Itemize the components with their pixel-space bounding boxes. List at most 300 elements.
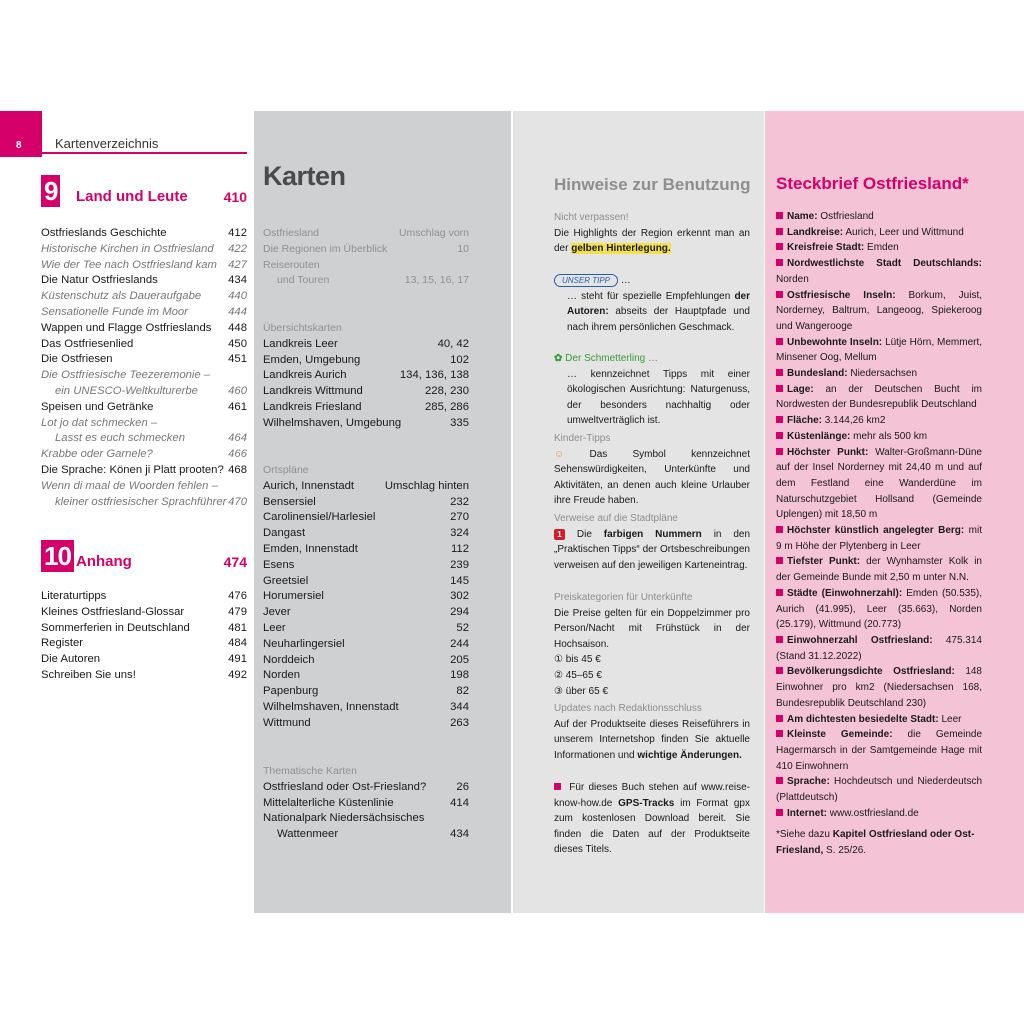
entry-title: Mittelalterliche Küstenlinie (263, 796, 394, 809)
list-item (41, 258, 247, 274)
fact-label: Lage: (787, 383, 814, 395)
list-item (263, 700, 469, 716)
ortsplaene-section (263, 463, 469, 732)
list-item (41, 668, 247, 684)
fact-label: Städte (Einwohnerzahl): (787, 587, 903, 599)
chapter-title: Land und Leute (76, 188, 188, 205)
entry-title: Speisen und Getränke (41, 400, 154, 413)
entry-page: 40, 42 (437, 337, 469, 350)
entry-page: 82 (456, 685, 469, 698)
hint-text: … kennzeichnet Tipps mit einer ökologischen Ausrichtung: Naturgenuss, der besonders nachhaltig oder umweltverträglich ist. (567, 368, 750, 427)
list-item (263, 226, 469, 242)
list-item (41, 289, 247, 305)
chapter-10-heading (41, 540, 247, 572)
fact-text: www.ostfriesland.de (829, 807, 919, 819)
fact-text: mehr als 500 km (853, 430, 928, 442)
entry-title: ein UNESCO-Weltkulturerbe (55, 384, 198, 397)
bullet-square-icon (776, 259, 783, 266)
entry-page: 270 (450, 511, 469, 524)
entry-title: Wappen und Flagge Ostfrieslands (41, 321, 212, 334)
entry-page: 427 (228, 258, 247, 271)
fact-text: 475.314 (Stand 31.12.2022) (776, 634, 982, 662)
list-item (263, 353, 469, 369)
fact-text: Emden (867, 242, 899, 254)
entry-title: Carolinensiel/Harlesiel (263, 511, 376, 524)
list-item (41, 621, 247, 637)
list-item (41, 368, 247, 384)
highlight-example: gelben Hinterlegung. (571, 243, 671, 255)
fact-item (776, 413, 982, 429)
entry-page: 232 (450, 495, 469, 508)
entry-page: 205 (450, 653, 469, 666)
fact-item (776, 727, 982, 774)
entry-page: 460 (228, 384, 247, 397)
hint-nicht-verpassen (554, 210, 750, 257)
fact-item (776, 712, 982, 728)
hint-text: Die Preise gelten für ein Doppelzimmer pro Person/Nacht mit Frühstück in der Hochsaison. (554, 607, 750, 650)
entry-title: Leer (263, 621, 286, 634)
fact-item (776, 806, 982, 822)
chapter-9-heading (41, 175, 247, 207)
list-item (263, 510, 469, 526)
entry-title: Esens (263, 558, 295, 571)
fact-item (776, 429, 982, 445)
bullet-square-icon (776, 730, 783, 737)
hint-preiskategorien (554, 590, 750, 699)
chapter-number: 10 (41, 540, 74, 572)
bullet-square-icon (776, 432, 783, 439)
hint-heading: Kinder-Tipps (554, 433, 611, 444)
fact-label: Küstenlänge: (787, 430, 851, 442)
list-item (263, 368, 469, 384)
hint-text: Für dieses Buch stehen auf www.reise-know-how.de (554, 782, 750, 809)
entry-title: Papenburg (263, 685, 319, 698)
entry-page: 434 (450, 828, 469, 841)
hint-text: Das Symbol kennzeichnet Sehenswürdigkeiten, Unterkünfte und Aktivitäten, an denen auch kleine Urlauber ihre Freude haben. (554, 448, 751, 507)
list-item (263, 337, 469, 353)
fact-item (776, 256, 982, 287)
entry-title: Sensationelle Funde im Moor (41, 305, 188, 318)
bullet-square-icon (776, 243, 783, 250)
entry-title: Das Ostfriesenlied (41, 337, 134, 350)
hint-heading: Verweise auf die Stadtpläne (554, 513, 678, 524)
page-number-tab-left (0, 111, 42, 157)
list-item (263, 589, 469, 605)
entry-title: Landkreis Wittmund (263, 385, 363, 398)
fact-text: 3.144,26 km2 (824, 415, 886, 427)
fact-label: Fläche: (787, 415, 823, 427)
list-item (263, 416, 469, 432)
uebersichtskarten-list (263, 337, 469, 432)
child-icon: ☺ (554, 448, 565, 460)
entry-page: 10 (457, 242, 469, 255)
bullet-square-icon (776, 369, 783, 376)
bullet-square-icon (776, 212, 783, 219)
entry-page: 294 (450, 606, 469, 619)
list-item (41, 495, 247, 511)
list-item (41, 479, 247, 495)
hint-bold: farbigen Nummern (603, 528, 702, 540)
fact-item (776, 240, 982, 256)
entry-title: Jever (263, 606, 291, 619)
footnote-prefix: *Siehe dazu (776, 829, 830, 840)
list-item (41, 242, 247, 258)
entry-page: 52 (456, 621, 469, 634)
uebersichtskarten-section (263, 321, 469, 432)
page-number-left: 8 (16, 140, 22, 151)
entry-page: 335 (450, 416, 469, 429)
entry-page: 239 (450, 558, 469, 571)
entry-title: Register (41, 637, 84, 650)
entry-title: Bensersiel (263, 495, 316, 508)
hint-kinder-tipps (554, 431, 750, 509)
chapter-9-entries (41, 226, 247, 510)
bullet-square-icon (776, 526, 783, 533)
bullet-square-icon (776, 636, 783, 643)
chapter-title: Anhang (76, 553, 132, 570)
fact-text: Hochdeutsch und Niederdeutsch (Plattdeutsch) (776, 776, 983, 804)
entry-title: Die Natur Ostfrieslands (41, 274, 158, 287)
section-heading: Thematische Karten (263, 765, 357, 777)
entry-title: Krabbe oder Garnele? (41, 448, 153, 461)
hint-bold: der Autoren: (567, 290, 750, 318)
hint-text: … steht für spezielle Empfehlungen (567, 290, 731, 302)
entry-page: 461 (228, 400, 247, 413)
entry-title: Reiserouten (263, 258, 320, 271)
fact-text: 148 Einwohner pro km2 (Niedersachsen 168, Bundesrepublik Deutschland 230) (776, 666, 982, 709)
entry-title: Lasst es euch schmecken (55, 432, 185, 445)
fact-item (776, 633, 982, 664)
entry-page: 145 (450, 574, 469, 587)
entry-page: 198 (450, 669, 469, 682)
entry-title: Literaturtipps (41, 590, 107, 602)
hint-bold: GPS-Tracks (618, 797, 675, 809)
steckbrief-title: Steckbrief Ostfriesland* (776, 174, 969, 193)
hinweise-title: Hinweise zur Benutzung (554, 175, 751, 194)
chapter-number: 9 (41, 175, 60, 207)
fact-label: Bevölkerungsdichte Ostfriesland: (787, 666, 955, 678)
fact-text: Norden (776, 273, 809, 285)
entry-title: Die Ostfriesische Teezeremonie – (41, 369, 211, 382)
bullet-square-icon (776, 667, 783, 674)
entry-title: Wittmund (263, 716, 311, 729)
entry-page: 464 (228, 432, 247, 445)
entry-title: Nationalpark Niedersächsisches (263, 812, 425, 825)
hint-heading: Nicht verpassen! (554, 212, 629, 223)
entry-page: 263 (450, 716, 469, 729)
fact-label: Kleinste Gemeinde: (787, 729, 893, 741)
fact-item (776, 288, 982, 335)
fact-label: Internet: (787, 807, 827, 819)
fact-item (776, 664, 982, 711)
fact-text: die Gemeinde Hagermarsch in der Samtgemeinde Hage mit 410 Einwohnern (776, 729, 983, 772)
entry-page: 492 (228, 668, 247, 681)
chapter-page: 410 (223, 189, 247, 205)
list-item (41, 431, 247, 447)
entry-title: Ostfriesland oder Ost-Friesland? (263, 780, 427, 793)
bullet-square-icon (776, 557, 783, 564)
bullet-square-icon (554, 783, 561, 790)
ortsplaene-list (263, 479, 469, 732)
entry-title: Wie der Tee nach Ostfriesland kam (41, 258, 217, 271)
entry-title: Schreiben Sie uns! (41, 668, 136, 681)
fact-text: Walter-Großmann-Düne auf der Insel Norderney mit 24,40 m und auf dem Festland eine Wanderdüne im Naturschutzgebiet Hollsand (Gemeinde Uplengen) mit 18,50 m (776, 446, 982, 521)
entry-title: Landkreis Friesland (263, 400, 362, 413)
entry-page: 112 (450, 542, 469, 555)
entry-page: Umschlag vorn (398, 227, 469, 239)
chapter-10-entries (41, 589, 247, 684)
list-item (41, 636, 247, 652)
fact-text: Aurich, Leer und Wittmund (845, 226, 964, 238)
list-item (263, 495, 469, 511)
fact-text: Niedersachsen (850, 368, 918, 380)
unser-tipp-badge: UNSER TIPP (554, 274, 618, 287)
entry-page: 26 (456, 780, 469, 793)
bullet-square-icon (776, 385, 783, 392)
price-category-3: ③ über 65 € (554, 685, 608, 697)
entry-page: 491 (228, 653, 247, 666)
fact-label: Kreisfreie Stadt: (787, 242, 865, 254)
steckbrief-column (765, 111, 1024, 913)
chapter-page: 474 (223, 554, 247, 570)
list-item (263, 668, 469, 684)
entry-page: 324 (450, 527, 469, 540)
hint-stadtplaene (554, 511, 750, 573)
entry-title: Kleines Ostfriesland-Glossar (41, 605, 185, 618)
entry-title: Historische Kirchen in Ostfriesland (41, 242, 214, 255)
fact-text: Borkum, Juist, Norderney, Baltrum, Langeoog, Spiekeroog und Wangerooge (776, 289, 982, 332)
entry-page: 466 (228, 448, 247, 461)
schmetterling-label: Der Schmetterling … (565, 353, 658, 364)
section-divider (42, 152, 247, 154)
entry-title: Norden (263, 669, 301, 682)
entry-title: Greetsiel (263, 574, 309, 587)
list-item (41, 605, 247, 621)
hint-text: abseits der Hauptpfade und nach ihrem persönlichen Geschmack. (567, 306, 750, 333)
list-item (41, 226, 247, 242)
entry-title: Ostfriesland (263, 227, 320, 239)
entry-page: 344 (450, 700, 469, 713)
entry-page: 450 (228, 337, 247, 350)
map-number-badge: 1 (554, 529, 565, 540)
fact-label: Sprache: (787, 776, 830, 788)
list-item (263, 273, 469, 289)
list-item (263, 684, 469, 700)
entry-page: 479 (228, 605, 247, 618)
fact-label: Name: (787, 211, 818, 222)
list-item (41, 447, 247, 463)
list-item (263, 542, 469, 558)
list-item (41, 463, 247, 479)
entry-title: Wilhelmshaven, Umgebung (263, 416, 402, 429)
bullet-square-icon (776, 715, 783, 722)
steckbrief-footnote (776, 827, 982, 858)
entry-title: Wattenmeer (277, 828, 339, 841)
fact-label: Nordwestlichste Stadt Deutschlands: (787, 258, 982, 270)
entry-page: 444 (228, 305, 247, 318)
bullet-square-icon (776, 777, 783, 784)
entry-page: 414 (450, 796, 469, 809)
entry-page: 134, 136, 138 (399, 369, 469, 382)
list-item (41, 337, 247, 353)
fact-item (776, 366, 982, 382)
bullet-square-icon (776, 589, 783, 596)
section-heading: Übersichtskarten (263, 322, 342, 334)
list-item (41, 321, 247, 337)
fact-label: Höchster Punkt: (787, 446, 869, 458)
butterfly-icon: ✿ (554, 353, 563, 364)
entry-title: Neuharlingersiel (263, 637, 345, 650)
list-item (41, 352, 247, 368)
fact-text: mit 9 m Höhe der Plytenberg in Leer (776, 525, 982, 552)
hint-gps-tracks (554, 780, 750, 858)
list-item (41, 273, 247, 289)
entry-title: Die Sprache: Könen ji Platt prooten? (41, 463, 224, 476)
fact-item (776, 225, 982, 241)
hint-heading: Updates nach Redaktionsschluss (554, 703, 702, 714)
section-title: Kartenverzeichnis (55, 136, 159, 151)
entry-page: 484 (228, 637, 247, 650)
entry-page: 228, 230 (425, 385, 469, 398)
price-category-1: ① bis 45 € (554, 654, 601, 666)
fact-label: Am dichtesten besiedelte Stadt: (787, 713, 939, 725)
entry-page: 481 (228, 621, 247, 634)
hint-text: im Format gpx zum kostenlosen Download bereit. Sie finden die Daten auf der Produktseite dieses Titels. (554, 797, 750, 856)
unser-tipp-dots: … (620, 275, 631, 286)
entry-title: Die Ostfriesen (41, 353, 113, 366)
karten-title: Karten (263, 161, 346, 191)
thematische-karten-section (263, 764, 469, 843)
entry-title: Emden, Umgebung (263, 353, 361, 366)
list-item (263, 479, 469, 495)
list-item (41, 400, 247, 416)
hint-text: Die (576, 528, 592, 540)
steckbrief-list (776, 209, 982, 821)
entry-title: Dangast (263, 527, 306, 540)
list-item (263, 827, 469, 843)
fact-item (776, 774, 982, 805)
entry-page: 470 (228, 495, 247, 508)
entry-page: 302 (450, 590, 469, 603)
list-item (263, 526, 469, 542)
entry-page: Umschlag hinten (384, 479, 469, 492)
hint-schmetterling (554, 351, 750, 429)
entry-page: 476 (228, 590, 247, 602)
list-item (263, 621, 469, 637)
fact-label: Bundesland: (787, 368, 848, 380)
section-heading: Ortspläne (263, 464, 309, 476)
list-item (263, 258, 469, 274)
fact-label: Einwohnerzahl Ostfriesland: (787, 634, 933, 646)
fact-label: Unbewohnte Inseln: (787, 336, 883, 348)
list-item (263, 637, 469, 653)
fact-label: Tiefster Punkt: (787, 556, 861, 568)
entry-title: Aurich, Innenstadt (263, 479, 355, 492)
list-item (263, 716, 469, 732)
list-item (263, 384, 469, 400)
fact-text: Ostfriesland (820, 211, 874, 222)
fact-item (776, 382, 982, 413)
list-item (41, 305, 247, 321)
entry-title: Die Autoren (41, 653, 101, 666)
entry-title: Norddeich (263, 653, 315, 666)
fact-item (776, 209, 982, 225)
price-category-2: ② 45–65 € (554, 669, 602, 681)
entry-title: kleiner ostfriesischer Sprachführer (55, 495, 227, 508)
fact-label: Höchster künstlich angelegter Berg: (787, 525, 965, 537)
list-item (41, 652, 247, 668)
entry-title: Horumersiel (263, 590, 324, 603)
bullet-square-icon (776, 416, 783, 423)
list-item (263, 796, 469, 812)
entry-title: Lot jo dat schmecken – (41, 416, 158, 429)
entry-title: Wenn di maal de Woorden fehlen – (41, 479, 218, 492)
hint-heading: Preiskategorien für Unterkünfte (554, 592, 693, 603)
fact-text: Lütje Hörn, Memmert, Minsener Oog, Mellum (776, 336, 983, 364)
entry-page: 13, 15, 16, 17 (404, 274, 469, 287)
fact-label: Ostfriesische Inseln: (787, 289, 896, 301)
entry-title: Landkreis Aurich (263, 369, 347, 382)
list-item (263, 242, 469, 258)
fact-text: Emden (50.535), Aurich (41.995), Leer (35.663), Norden (25.179), Wittmund (20.773) (776, 587, 982, 631)
bullet-square-icon (776, 228, 783, 235)
hint-text: Die Highlights der Region erkennt man an der (554, 227, 750, 255)
entry-page: 468 (228, 463, 247, 476)
entry-title: Die Regionen im Überblick (263, 242, 388, 255)
thematische-karten-list (263, 780, 469, 843)
entry-title: Emden, Innenstadt (263, 542, 358, 555)
list-item (263, 653, 469, 669)
entry-page: 102 (450, 353, 469, 366)
list-item (41, 589, 247, 605)
entry-title: Ostfrieslands Geschichte (41, 227, 167, 239)
list-item (263, 574, 469, 590)
entry-title: Landkreis Leer (263, 337, 338, 350)
list-item (263, 605, 469, 621)
list-item (263, 780, 469, 796)
footnote-bold: Kapitel Ostfriesland oder Ost-Friesland, (776, 829, 975, 856)
hint-text: Auf der Produktseite dieses Reiseführers in unserem Internetshop finden Sie aktuelle Informationen und (554, 718, 750, 761)
hint-bold: wichtige Änderungen. (637, 749, 742, 761)
hint-unser-tipp (554, 273, 750, 335)
fact-label: Landkreise: (787, 226, 844, 238)
hint-updates (554, 701, 750, 763)
entry-title: Wilhelmshaven, Innenstadt (263, 700, 399, 713)
entry-title: und Touren (277, 274, 330, 287)
hinweise-column (513, 111, 764, 913)
fact-text: der Wynhamster Kolk in der Gemeinde Bunde mit 2,50 m unter N.N. (776, 556, 982, 584)
entry-title: Sommerferien in Deutschland (41, 621, 190, 634)
list-item (263, 400, 469, 416)
footnote-suffix: S. 25/26. (826, 844, 867, 856)
entry-page: 422 (228, 242, 247, 255)
bullet-square-icon (776, 338, 783, 345)
karten-intro-list (263, 226, 469, 289)
fact-item (776, 335, 982, 366)
entry-page: 412 (228, 227, 247, 239)
bullet-square-icon (776, 448, 783, 455)
list-item (263, 811, 469, 827)
list-item (41, 416, 247, 432)
entry-page: 285, 286 (425, 400, 469, 413)
fact-text: an der Deutschen Bucht im Nordwesten der Bundesrepublik Deutschland (776, 383, 982, 411)
fact-item (776, 554, 982, 585)
hint-text: in den „Praktischen Tipps“ der Ortsbeschreibungen verweisen auf den jeweiligen Karteneintrag. (554, 528, 751, 571)
entry-page: 244 (450, 637, 469, 650)
list-item (41, 384, 247, 400)
fact-item (776, 445, 982, 524)
entry-title: Küstenschutz als Daueraufgabe (41, 290, 202, 303)
